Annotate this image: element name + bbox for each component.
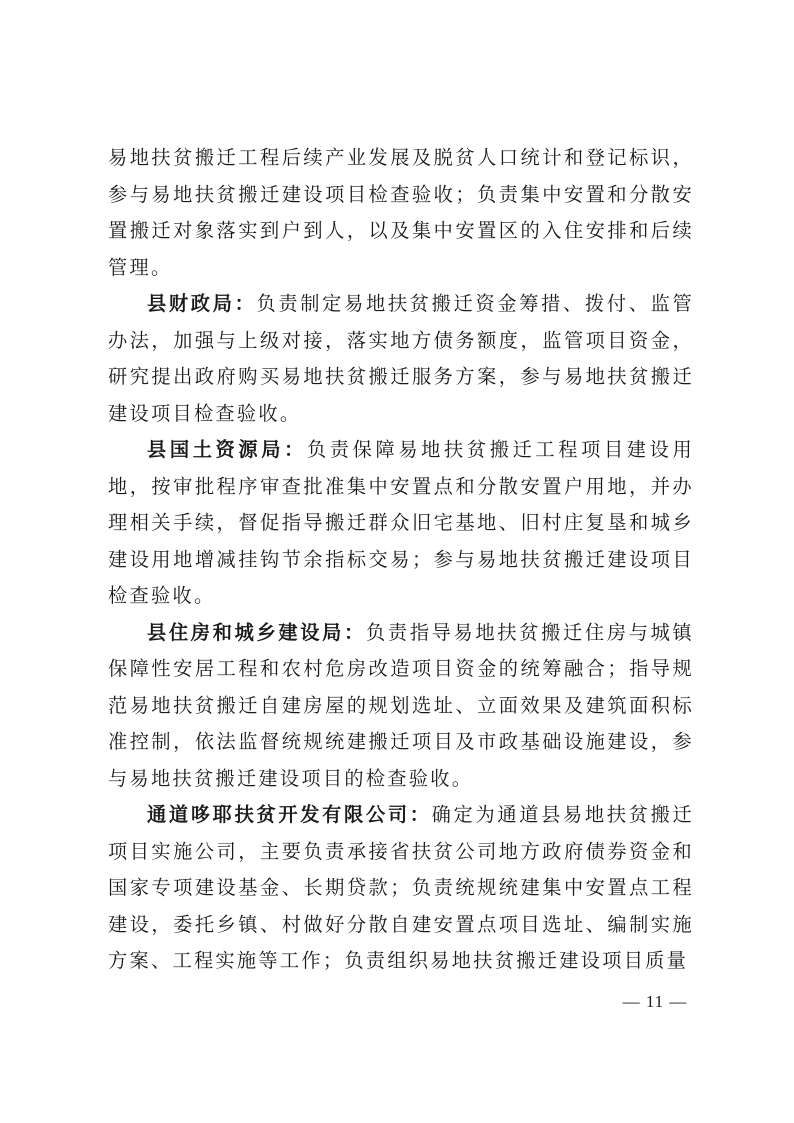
- paragraph-land-resources-bureau: [108, 432, 694, 615]
- paragraph-text: 负责制定易地扶贫搬迁资金筹措、拨付、监管办法，加强与上级对接，落实地方债务额度，监管项目资金，研究提出政府购买易地扶贫搬迁服务方案，参与易地扶贫搬迁建设项目检查验收。: [108, 292, 695, 425]
- paragraph-text: 负责指导易地扶贫搬迁住房与城镇保障性安居工程和农村危房改造项目资金的统筹融合；指导规范易地扶贫搬迁自建房屋的规划选址、立面效果及建筑面积标准控制，依法监督统规统建搬迁项目及市政基础设施建设，参与易地扶贫搬迁建设项目的检查验收。: [108, 620, 695, 790]
- paragraph-continuation: [108, 140, 694, 286]
- paragraph-development-company: [108, 797, 694, 980]
- paragraph-text: 负责保障易地扶贫搬迁工程项目建设用地，按审批程序审查批准集中安置点和分散安置户用地，并办理相关手续，督促指导搬迁群众旧宅基地、旧村庄复垦和城乡建设用地增减挂钩节余指标交易；参与易地扶贫搬迁建设项目检查验收。: [108, 438, 694, 607]
- paragraph-finance-bureau: [108, 286, 694, 432]
- page-number: — 11 —: [622, 992, 688, 1011]
- paragraph-housing-bureau: [108, 615, 694, 798]
- paragraph-heading: 县住房和城乡建设局：: [147, 620, 366, 644]
- paragraph-heading: 通道哆耶扶贫开发有限公司：: [147, 803, 432, 826]
- paragraph-heading: 县财政局：: [147, 292, 257, 315]
- paragraph-text: 确定为通道县易地扶贫搬迁项目实施公司，主要负责承接省扶贫公司地方政府债券资金和国家专项建设基金、长期贷款；负责统规统建集中安置点工程建设，委托乡镇、村做好分散自建安置点项目选址、编制实施方案、工程实施等工作；负责组织易地扶贫搬迁建设项目质量: [108, 803, 694, 972]
- paragraph-text: 易地扶贫搬迁工程后续产业发展及脱贫人口统计和登记标识，参与易地扶贫搬迁建设项目检查验收；负责集中安置和分散安置搬迁对象落实到户到人，以及集中安置区的入住安排和后续管理。: [108, 146, 694, 279]
- paragraph-heading: 县国土资源局：: [147, 438, 307, 461]
- document-page: [108, 140, 694, 980]
